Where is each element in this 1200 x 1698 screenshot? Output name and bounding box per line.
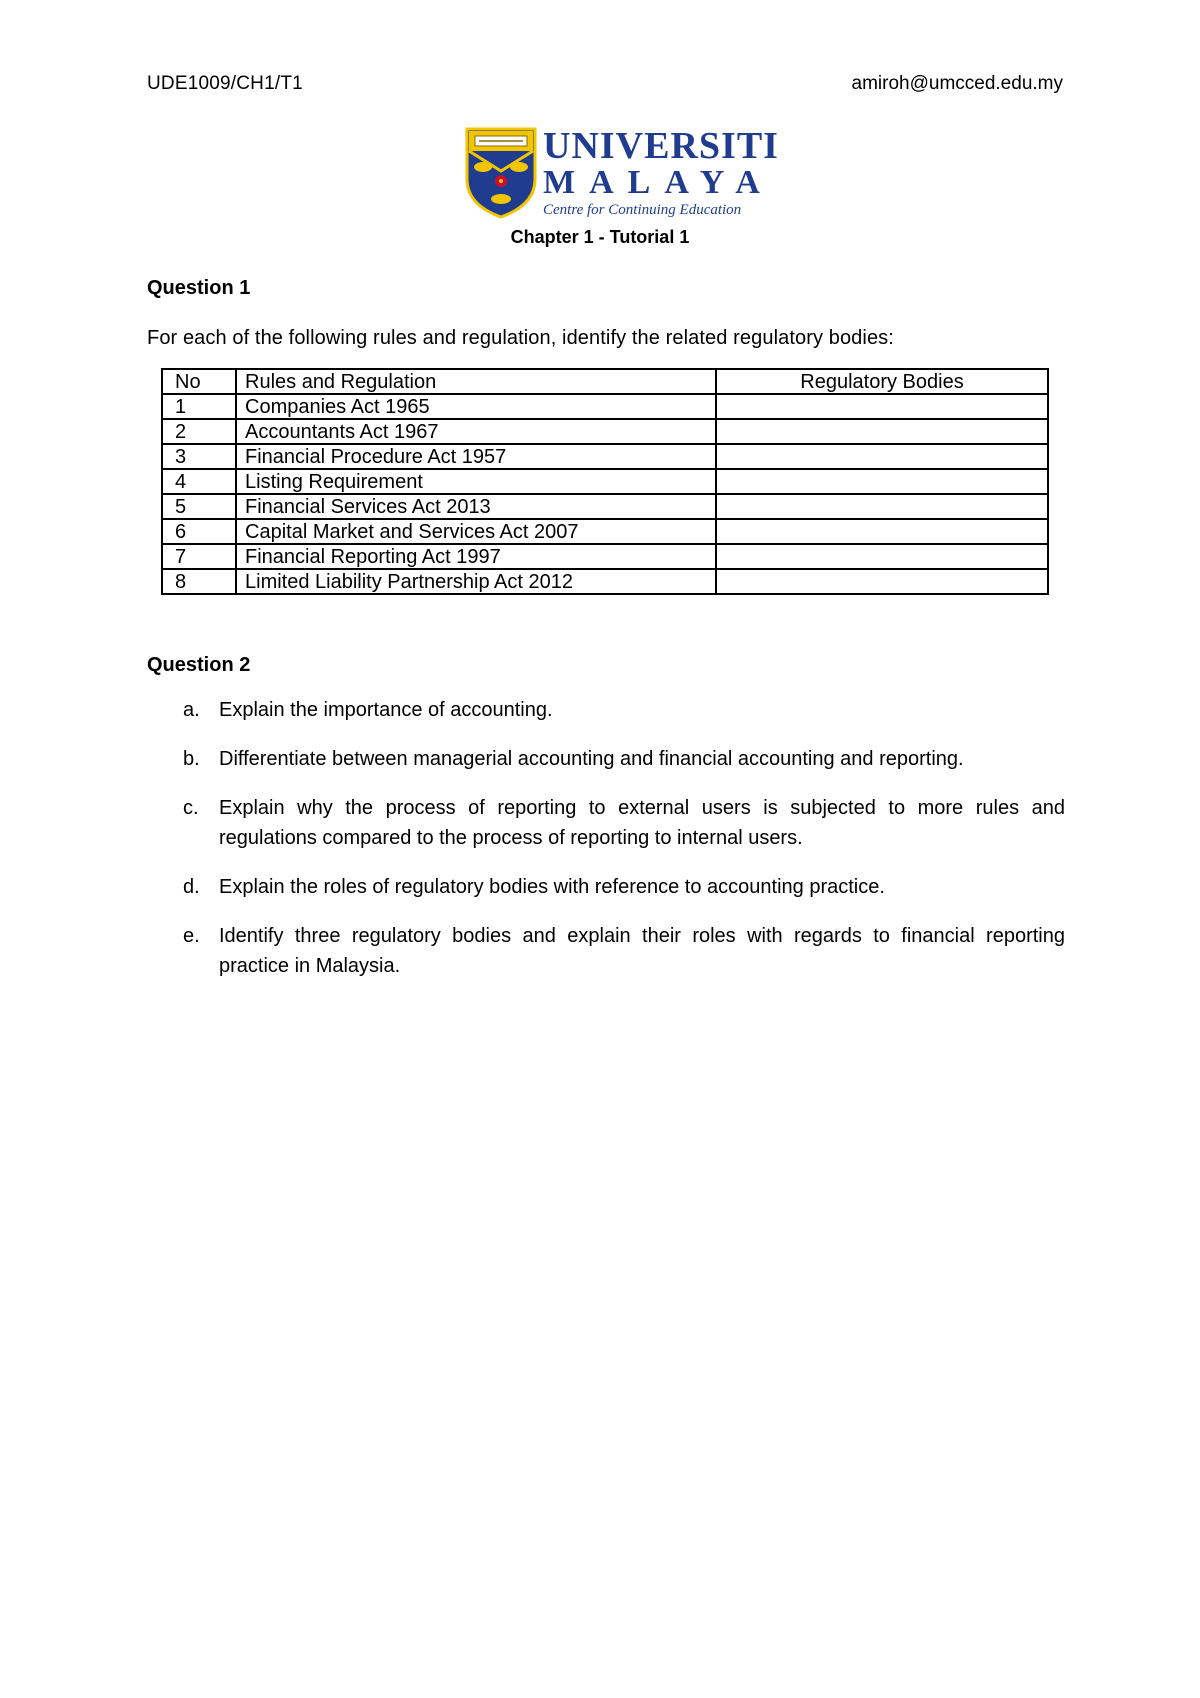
item-text: Differentiate between managerial accounting and financial accounting and reporting.	[219, 748, 964, 770]
column-header-no: No	[162, 369, 236, 394]
row-rule: Financial Procedure Act 1957	[236, 444, 716, 469]
list-item	[147, 921, 1065, 981]
row-regulatory-body	[716, 469, 1048, 494]
table-row	[162, 494, 1048, 519]
table-row	[162, 569, 1048, 594]
row-rule: Financial Services Act 2013	[236, 494, 716, 519]
logo-university: UNIVERSITI	[543, 125, 779, 167]
list-item	[147, 872, 1065, 902]
item-marker: b.	[183, 748, 200, 770]
row-regulatory-body	[716, 519, 1048, 544]
question-2-list	[147, 695, 1065, 1000]
table-row	[162, 519, 1048, 544]
column-header-rules: Rules and Regulation	[236, 369, 716, 394]
question-1-intro: For each of the following rules and regulation, identify the related regulatory bodies:	[147, 327, 894, 349]
header-email: amiroh@umcced.edu.my	[851, 73, 1063, 94]
logo-malaya: MALAYA	[543, 164, 774, 201]
row-number: 1	[162, 394, 236, 419]
row-regulatory-body	[716, 544, 1048, 569]
row-regulatory-body	[716, 444, 1048, 469]
table-row	[162, 394, 1048, 419]
row-rule: Limited Liability Partnership Act 2012	[236, 569, 716, 594]
table-row	[162, 544, 1048, 569]
table-header-row	[162, 369, 1048, 394]
item-marker: d.	[183, 876, 200, 898]
row-number: 7	[162, 544, 236, 569]
row-rule: Financial Reporting Act 1997	[236, 544, 716, 569]
item-text: Identify three regulatory bodies and explain their roles with regards to financial reporting practice in Malaysia.	[219, 925, 1065, 977]
logo-subtitle: Centre for Continuing Education	[543, 202, 742, 218]
list-item	[147, 695, 1065, 725]
table-row	[162, 444, 1048, 469]
row-rule: Companies Act 1965	[236, 394, 716, 419]
row-number: 5	[162, 494, 236, 519]
row-regulatory-body	[716, 394, 1048, 419]
row-rule: Listing Requirement	[236, 469, 716, 494]
question-2-heading: Question 2	[147, 654, 251, 676]
item-marker: c.	[183, 797, 199, 819]
row-number: 8	[162, 569, 236, 594]
list-item	[147, 744, 1065, 774]
university-logo	[465, 125, 779, 223]
column-header-bodies: Regulatory Bodies	[716, 369, 1048, 394]
row-number: 4	[162, 469, 236, 494]
row-rule: Accountants Act 1967	[236, 419, 716, 444]
item-marker: e.	[183, 925, 200, 947]
question-1-heading: Question 1	[147, 277, 251, 299]
row-number: 3	[162, 444, 236, 469]
crest-icon	[465, 127, 537, 219]
list-item	[147, 793, 1065, 853]
item-text: Explain the importance of accounting.	[219, 699, 553, 721]
regulation-table	[161, 368, 1049, 595]
page-title: Chapter 1 - Tutorial 1	[510, 227, 690, 247]
table-row	[162, 469, 1048, 494]
course-code: UDE1009/CH1/T1	[147, 73, 303, 94]
item-marker: a.	[183, 699, 200, 721]
item-text: Explain the roles of regulatory bodies with reference to accounting practice.	[219, 876, 885, 898]
table-row	[162, 419, 1048, 444]
row-rule: Capital Market and Services Act 2007	[236, 519, 716, 544]
row-number: 6	[162, 519, 236, 544]
row-regulatory-body	[716, 494, 1048, 519]
row-number: 2	[162, 419, 236, 444]
row-regulatory-body	[716, 419, 1048, 444]
row-regulatory-body	[716, 569, 1048, 594]
logo-wordmark	[543, 125, 779, 219]
item-text: Explain why the process of reporting to external users is subjected to more rules and regulations compared to the process of reporting to internal users.	[219, 797, 1065, 849]
